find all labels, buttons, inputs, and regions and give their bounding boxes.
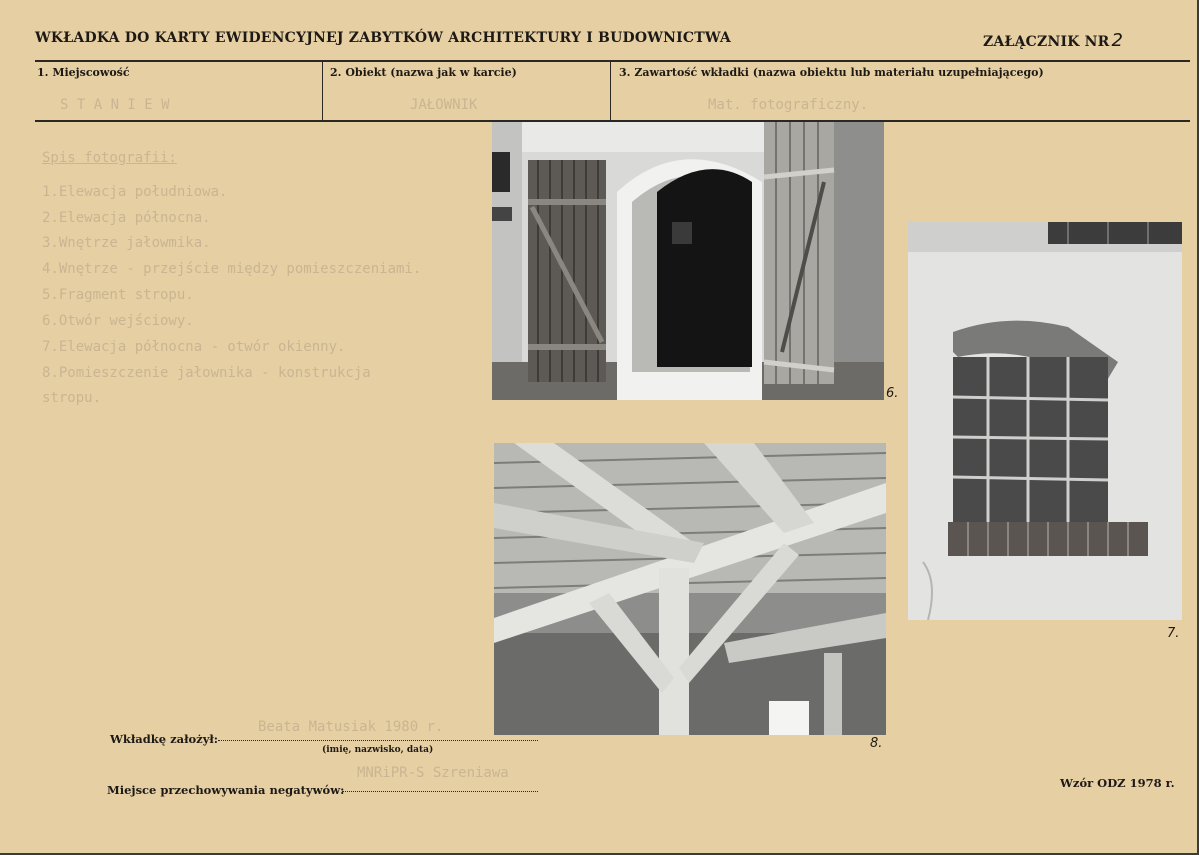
photo-window <box>908 222 1182 620</box>
photo-entrance-doors <box>492 122 884 400</box>
location-value: S T A N I E W <box>60 97 170 113</box>
author-line <box>218 740 538 741</box>
card-title: WKŁADKA DO KARTY EWIDENCYJNEJ ZABYTKÓW ARCHITEKTURY I BUDOWNICTWA <box>35 30 731 46</box>
content-label: 3. Zawartość wkładki (nazwa obiektu lub materiału uzupełniającego) <box>619 66 1044 79</box>
author-caption: (imię, nazwisko, data) <box>322 745 434 755</box>
photo6-number: 6. <box>886 386 899 401</box>
photo-list-heading: Spis fotografii: <box>42 150 177 166</box>
list-item: 4.Wnętrze - przejście między pomieszczeniami. <box>42 261 422 277</box>
photo7-number: 7. <box>1167 626 1180 641</box>
top-rule <box>35 60 1190 62</box>
list-item: 2.Elewacja północna. <box>42 210 211 226</box>
object-label: 2. Obiekt (nazwa jak w karcie) <box>330 66 517 79</box>
list-item: 8.Pomieszczenie jałownika - konstrukcja <box>42 365 371 381</box>
annex-number-value: 2 <box>1111 30 1124 51</box>
photo8-number: 8. <box>870 736 883 751</box>
list-item: 1.Elewacja południowa. <box>42 184 228 200</box>
storage-line <box>342 791 538 792</box>
list-item: stropu. <box>42 390 102 406</box>
storage-value: MNRiPR-S Szreniawa <box>357 765 509 781</box>
field-divider-1 <box>322 62 323 120</box>
list-item: 7.Elewacja północna - otwór okienny. <box>42 339 346 355</box>
annex-number <box>983 30 1123 51</box>
field-divider-2 <box>610 62 611 120</box>
form-code: Wzór ODZ 1978 r. <box>1060 776 1175 790</box>
storage-label: Miejsce przechowywania negatywów: <box>107 783 345 797</box>
list-item: 5.Fragment stropu. <box>42 287 194 303</box>
list-item: 6.Otwór wejściowy. <box>42 313 194 329</box>
location-label: 1. Miejscowość <box>37 66 130 79</box>
author-label: Wkładkę założył: <box>110 732 219 746</box>
object-value: JAŁOWNIK <box>410 97 478 113</box>
content-value: Mat. fotograficzny. <box>708 97 869 113</box>
author-value: Beata Matusiak 1980 r. <box>258 719 444 735</box>
annex-label: ZAŁĄCZNIK NR <box>983 34 1110 50</box>
list-item: 3.Wnętrze jałowmika. <box>42 235 211 251</box>
photo-ceiling-structure <box>494 443 886 735</box>
